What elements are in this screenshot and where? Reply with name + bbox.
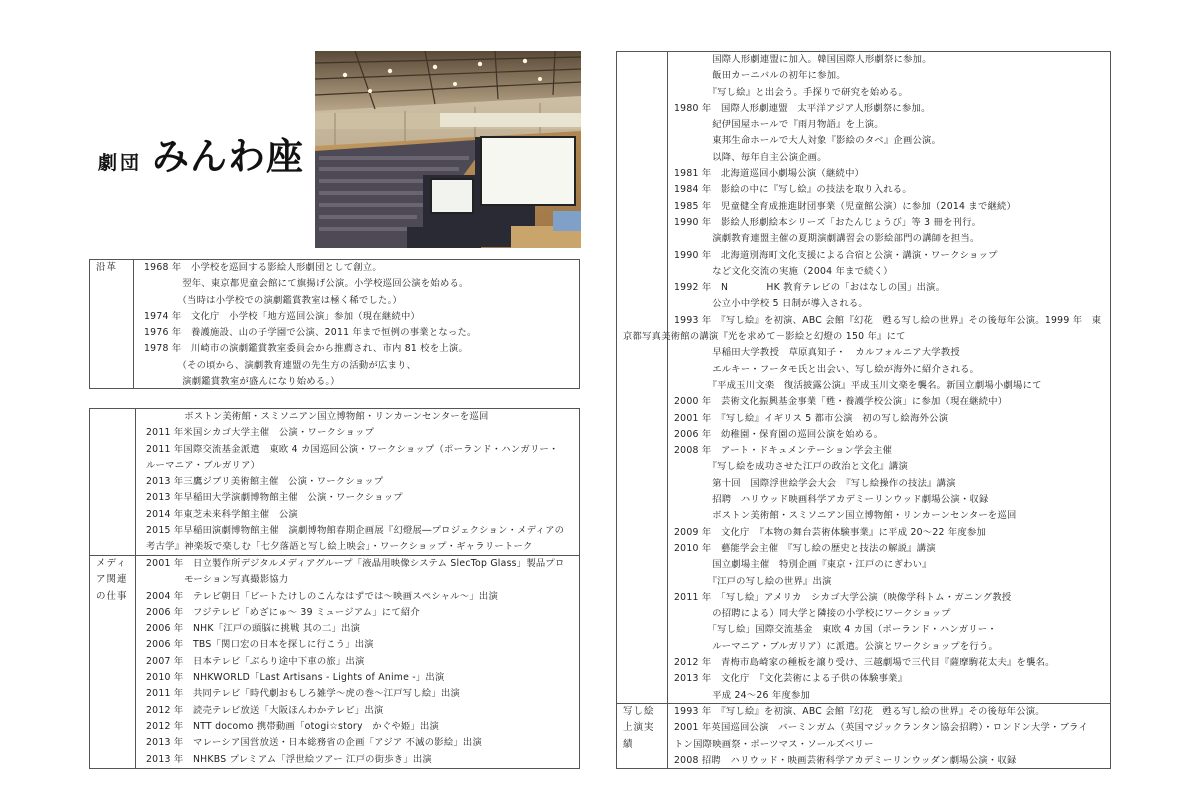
history-cont-line: 2000 年 芸術文化振興基金事業「甦・養護学校公演」に参加（現在継続中） [674, 396, 1008, 408]
overseas-line: ルーマニア・ブルガリア） [146, 459, 261, 471]
history-line: （当時は小学校での演劇鑑賞教室は極く稀でした。） [144, 294, 403, 306]
performance-line: 2001 年英国巡回公演 バーミンガム（英国マジックランタン協会招聘）・ロンドン大学・ブライ [674, 722, 1088, 734]
history-cont-line: ルーマニア・ブルガリア）に派遣。公演とワークショップを行う。 [674, 640, 999, 652]
history-cont-line: エルキー・フータモ氏と出会い、写し絵が海外に紹介される。 [674, 363, 980, 375]
history-cont-line: 2010 年 藝能学会主催 『写し絵の歴史と技法の解説』講演 [674, 542, 936, 554]
media-label: メディ [96, 558, 127, 569]
media-line: 2011 年 共同テレビ「時代劇おもしろ雑学～虎の巻～江戸写し絵」出演 [146, 688, 461, 700]
history-cont-line: 1990 年 影絵人形劇絵本シリーズ「おたんじょうび」等 3 冊を刊行。 [674, 216, 982, 228]
performance-lines [668, 704, 1088, 769]
history-cont-line: 2008 年 アート・ドキュメンテーション学会主催 [674, 445, 893, 457]
history-cont-line: 第十回 国際浮世絵学会大会 『写し絵操作の技法』講演 [674, 477, 956, 489]
media-line: 2004 年 テレビ朝日「ビートたけしのこんなはずでは～映画スペシャル～」出演 [146, 590, 498, 602]
history-cont-line: 京都写真美術館の講演『光を求めて－影絵と幻燈の 150 年』にて [623, 331, 906, 343]
history-line: 1974 年 文化庁 小学校「地方巡回公演」参加（現在継続中） [144, 310, 421, 322]
theater-audience-photo [315, 51, 581, 248]
history-section [89, 259, 580, 389]
performance-label: 上演実 [623, 722, 655, 734]
overseas-line: 2014 年東芝未来科学館主催 公演 [146, 508, 298, 520]
history-cont-line: 1980 年 国際人形劇連盟 太平洋アジア人形劇祭に参加。 [674, 102, 931, 114]
overseas-line: 2015 年早稲田演劇博物館主催 演劇博物館春期企画展『幻燈展―プロジェクション・メディアの [146, 525, 565, 537]
history-line: （その頃から、演劇教育連盟の先生方の活動が広まり、 [144, 359, 417, 371]
media-section [90, 556, 579, 769]
performance-line: トン国際映画祭・ポーツマス・ソールズベリー [674, 738, 874, 750]
overseas-lines [136, 409, 564, 555]
history-cont-line: 早稲田大学教授 草原真知子・ カルフォルニア大学教授 [674, 347, 960, 359]
history-cont-line: 公立小中学校 5 日制が導入される。 [674, 298, 868, 310]
history-line: 1976 年 養護施設、山の子学園で公演、2011 年まで恒例の事業となった。 [144, 327, 477, 339]
history-label: 沿革 [96, 262, 118, 273]
logo-subtitle: 劇団 [98, 152, 143, 174]
overseas-line: 2011 年国際交流基金派遣 東欧 4 カ国巡回公演・ワークショップ（ポーランド・ハンガリー・ [146, 443, 559, 455]
overseas-line: 2013 年早稲田大学演劇博物館主催 公演・ワークショップ [146, 492, 403, 504]
history-cont-line: 1981 年 北海道巡回小劇場公演（継続中） [674, 168, 865, 180]
history-cont-line: 1984 年 影絵の中に『写し絵』の技法を取り入れる。 [674, 184, 912, 196]
history-cont-line: 2013 年 文化庁 『文化芸術による子供の体験事業』 [674, 673, 908, 685]
history-label-cell [90, 260, 134, 388]
overseas-line: 2013 年三鷹ジブリ美術館主催 公演・ワークショップ [146, 476, 384, 488]
history-cont-line: 演劇教育連盟主催の夏期演劇講習会の影絵部門の講師を担当。 [674, 233, 980, 245]
performance-label-cell [617, 704, 668, 769]
history-cont-line: 1990 年 北海道別海町文化支援による合宿と公演・講演・ワークショップ [674, 249, 998, 261]
media-line: 2006 年 TBS「関口宏の日本を探しに行こう」出演 [146, 639, 374, 651]
history-cont-line: 『写し絵を成功させた江戸の政治と文化』講演 [674, 461, 909, 473]
history-cont-line: 1985 年 児童健全育成推進財団事業（児童館公演）に参加（2014 まで継続） [674, 200, 1017, 212]
performance-label: 績 [623, 738, 634, 750]
history-cont-line: 『江戸の写し絵の世界』出演 [674, 575, 832, 587]
history-cont-line: など文化交流の実施（2004 年まで続く） [674, 265, 893, 277]
overseas-line: ボストン美術館・スミソニアン国立博物館・リンカーンセンターを巡回 [146, 411, 489, 422]
performance-section [617, 704, 1110, 769]
media-line: 2007 年 日本テレビ「ぶらり途中下車の旅」出演 [146, 655, 365, 667]
history-cont-line: 飯田カーニバルの初年に参加。 [674, 70, 846, 82]
history-cont-line: 1992 年 N HK 教育テレビの「おはなしの国」出演。 [674, 282, 946, 294]
history-cont-line: 東邦生命ホールで大人対象『影絵のタベ』企画公演。 [674, 135, 942, 147]
media-line: 2006 年 フジテレビ「めざにゅ～ 39 ミュージアム」にて紹介 [146, 606, 420, 618]
history-cont-line: 紀伊国屋ホールで『雨月物語』を上演。 [674, 119, 884, 131]
media-line: 2001 年 日立製作所デジタルメディアグループ「液晶用映像システム SlecTop Glass」製品プロ [146, 558, 565, 569]
overseas-line: 2011 年米国シカゴ大学主催 公演・ワークショップ [146, 427, 375, 439]
performance-label: 写し絵 [623, 706, 655, 717]
history-cont-line: 『写し絵』と出会う。手探りで研究を始める。 [674, 86, 909, 98]
media-line: 2012 年 NTT docomo 携帯動画「otogi☆story かぐや姫」出演 [146, 720, 440, 732]
media-line: 2013 年 マレーシア国営放送・日本総務省の企画「アジア 不滅の影絵」出演 [146, 737, 483, 749]
media-line: モーション写真撮影協力 [146, 574, 289, 586]
media-line: 2013 年 NHKBS プレミアム「浮世絵ツアー 江戸の街歩き」出演 [146, 753, 432, 765]
performance-line: 1993 年 『写し絵』を初演、ABC 会館『幻花 甦る写し絵の世界』その後毎年公演。 [674, 706, 1045, 717]
history-line: 1968 年 小学校を巡回する影絵人形劇団として創立。 [144, 262, 382, 273]
history-continuation [617, 52, 1110, 704]
history-cont-line: 2001 年 『写し絵』イギリス 5 都市公演 初の写し絵海外公演 [674, 412, 949, 424]
gymnasium-photo-icon [315, 51, 581, 248]
media-line: 2006 年 NHK「江戸の頭脳に挑戦 其の二」出演 [146, 623, 361, 635]
overseas-continuation [90, 409, 579, 556]
history-cont-line: 2011 年 「写し絵」アメリカ シカゴ大学公演（映像学科トム・ガニング教授 [674, 591, 1012, 603]
right-column-section [616, 51, 1111, 769]
activities-section [89, 408, 580, 769]
history-cont-line: 2006 年 幼稚園・保育園の巡回公演を始める。 [674, 428, 884, 440]
history-cont-line: 2012 年 青梅市島崎家の種板を譲り受け、三越劇場で三代目『薩摩駒花太夫』を襲名。 [674, 656, 1055, 668]
media-label-cell [90, 556, 136, 769]
history-cont-line: 以降、毎年自主公演企画。 [674, 151, 827, 163]
history-cont-line: 国立劇場主催 特別企画『東京・江戸のにぎわい』 [674, 559, 932, 571]
history-cont-line: ボストン美術館・スミソニアン国立博物館・リンカーンセンターを巡回 [674, 510, 1017, 522]
troupe-logo [98, 126, 305, 178]
history-cont-line: 平成 24～26 年度参加 [674, 689, 811, 701]
history-cont-line: 「写し絵」国際交流基金 東欧 4 カ国（ポーランド・ハンガリー・ [674, 624, 997, 636]
history-cont-lines [623, 52, 1102, 703]
media-label: ア関連 [96, 574, 128, 586]
media-line: 2010 年 NHKWORLD「Last Artisans - Lights of Anime -」出演 [146, 672, 445, 684]
history-lines [134, 260, 477, 388]
history-cont-line: 招聘 ハリウッド映画科学アカデミーリンウッド劇場公演・収録 [674, 494, 989, 506]
history-cont-line: 2009 年 文化庁 『本物の舞台芸術体験事業』に平成 20～22 年度参加 [674, 526, 987, 538]
history-cont-line: 国際人形劇連盟に加入。韓国国際人形劇祭に参加。 [674, 54, 932, 65]
performance-line: 2008 招聘 ハリウッド・映画芸術科学アカデミーリンウッダン劇場公演・収録 [674, 754, 1017, 766]
history-cont-line: の招聘による）同大学と隣接の小学校にワークショップ [674, 608, 951, 620]
overseas-line: 考古学』神楽坂で楽しむ「七夕落語と写し絵上映会」・ワークショップ・ギャラリートーク [146, 541, 533, 553]
logo-title: みんわ座 [152, 134, 305, 178]
history-line: 演劇鑑賞教室が盛んになり始める。） [144, 376, 340, 388]
media-label: の仕事 [96, 590, 128, 602]
history-cont-line: 1993 年 『写し絵』を初演、ABC 会館『幻花 甦る写し絵の世界』その後毎年公演。1999 年 東 [674, 314, 1102, 326]
history-cont-line: 『平成玉川文楽 復活披露公演』平成玉川文楽を襲名。新国立劇場小劇場にて [674, 379, 1042, 391]
history-line: 翌年、東京都児童会館にて旗揚げ公演。小学校巡回公演を始める。 [144, 278, 469, 290]
media-lines [136, 556, 565, 769]
media-line: 2012 年 読売テレビ放送「大阪ほんわかテレビ」出演 [146, 704, 384, 716]
history-line: 1978 年 川崎市の演劇鑑賞教室委員会から推薦され、市内 81 校を上演。 [144, 343, 469, 355]
